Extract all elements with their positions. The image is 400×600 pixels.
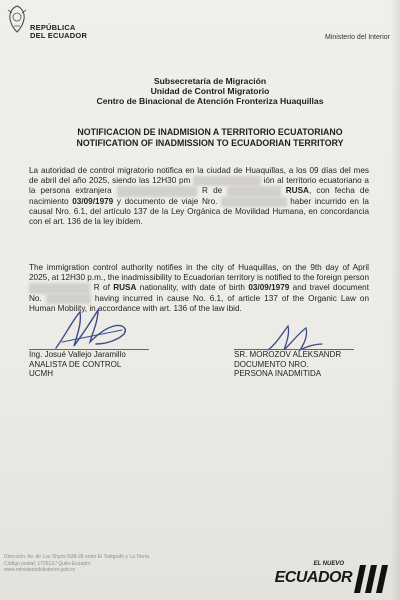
signature-left: [52, 304, 138, 354]
redacted-text: [117, 186, 197, 196]
paragraph-spanish: [29, 166, 369, 227]
text-segment: nationality, with date of birth: [139, 283, 245, 293]
text-segment: haber incurrido en la causal Nro. 6.1, del artículo 137 de la Ley Orgánica de Movilidad Humana, en concordancia con el art. 136 de la ley ibídem.: [29, 196, 369, 227]
country-name: [30, 24, 87, 40]
country-line-1: REPÚBLICA: [30, 23, 76, 32]
nationality: RUSA: [113, 283, 137, 293]
text-segment: R of: [93, 283, 110, 293]
office-line-2: Unidad de Control Migratorio: [150, 86, 270, 97]
footer-address: [4, 554, 149, 574]
redacted-text: [46, 294, 91, 304]
text-segment: and travel document No.: [29, 283, 370, 303]
title-spanish: NOTIFICACION DE INADMISION A TERRITORIO ECUATORIANO: [77, 127, 343, 137]
el-nuevo-ecuador-logo: [268, 561, 388, 597]
logo-wordmark: ECUADOR: [274, 569, 352, 586]
office-line-1: Subsecretaría de Migración: [153, 76, 267, 86]
signatory-right-role: PERSONA INADMITIDA: [234, 369, 322, 379]
logo-tagline: EL NUEVO: [313, 561, 344, 567]
nationality: RUSA: [285, 186, 309, 196]
signatory-right-name: SR. MOROZOV ALEKSANDR: [234, 350, 342, 359]
redacted-text: [193, 176, 261, 186]
redacted-text: [29, 283, 90, 293]
office-heading: [40, 76, 380, 107]
footer-line-1: Dirección: Av. de Los Shyris N38-28 entre El Telégrafo y La Tierra: [4, 554, 150, 560]
title-english: NOTIFICATION OF INADMISSION TO ECUADORIAN TERRITORY: [76, 137, 344, 148]
redacted-text: [227, 186, 280, 196]
document-title: [40, 127, 380, 148]
signatory-right: [234, 350, 341, 379]
signatory-left-unit: UCMH: [29, 369, 53, 379]
date-of-birth: 03/09/1979: [72, 196, 114, 206]
text-segment: y documento de viaje Nro.: [116, 196, 218, 206]
office-line-3: Centro de Binacional de Atención Fronteriza Huaquillas: [96, 96, 324, 107]
country-line-2: DEL ECUADOR: [30, 31, 88, 40]
text-segment: having incurred in cause No. 6.1, of article 137 of the Organic Law on Human Mobility, in accordance with art. 136 of the law ibid.: [29, 293, 370, 313]
signatory-left: [29, 350, 126, 379]
footer-line-2: Código postal: 170513 / Quito-Ecuador: [4, 560, 91, 567]
logo-bars-icon: [354, 563, 388, 595]
text-segment: R de: [202, 186, 223, 196]
signatory-left-role: ANALISTA DE CONTROL: [29, 359, 122, 369]
signatory-left-name: Ing. Josué Vallejo Jaramillo: [29, 350, 126, 359]
text-segment: ión al territorio ecuatoriano a la persona extranjera: [29, 176, 369, 196]
footer-website: www.ministeriodelinterior.gob.ec: [4, 567, 76, 573]
ministry-name: Ministerio del Interior: [325, 34, 390, 41]
redacted-text: [221, 197, 287, 207]
coat-of-arms-icon: [6, 4, 28, 34]
signatory-right-doc: DOCUMENTO NRO.: [234, 359, 309, 369]
text-segment: La autoridad de control migratorio notifica en la ciudad de Huaquillas, a los 09 días del mes de abril del año 2025, siendo las 12H30 pm: [29, 166, 369, 186]
text-segment: , con fecha de nacimiento: [29, 186, 370, 206]
date-of-birth: 03/09/1979: [248, 283, 290, 293]
text-segment: The immigration control authority notifies in the city of Huaquillas, on the 9th day of April 2025, at 12H30 p.m., the inadmissibility to Ecuadorian territory is notified to the foreign person: [29, 263, 369, 283]
